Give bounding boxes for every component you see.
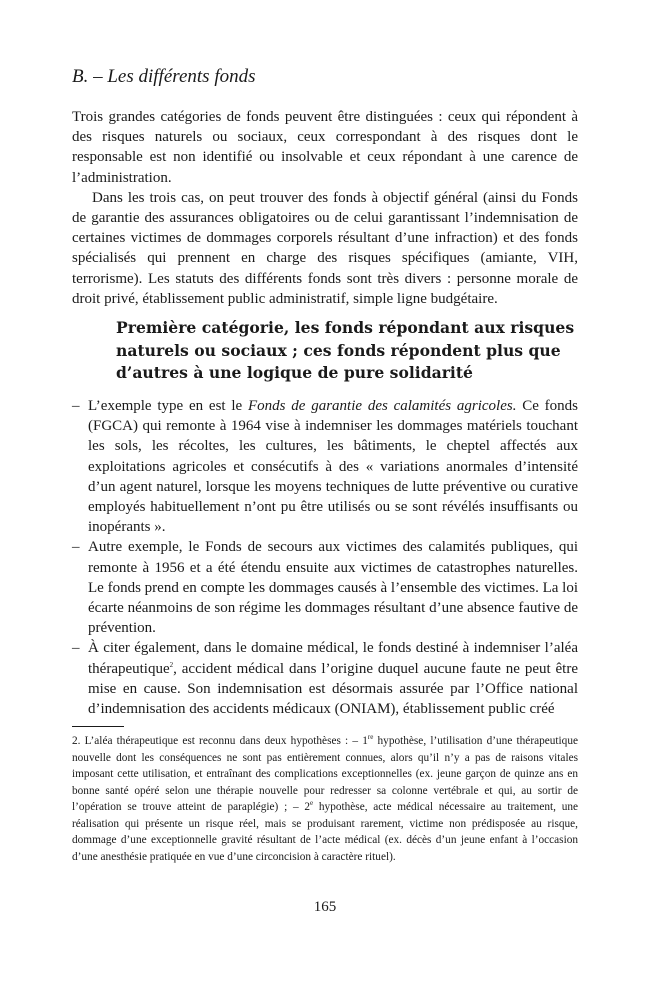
list-item	[72, 537, 578, 638]
examples-list	[72, 396, 578, 719]
item3-text-after: , accident médical dans l’origine duquel aucune faute ne peut être mise en cause. Son indemnisation est désormais assurée par l’Office national d’indemnisation des accidents médicaux (ONIAM), établissement public créé	[88, 660, 578, 718]
footnote-part-2: hypothèse, l’utilisation d’une thérapeutique nouvelle dont les conséquences ne sont pas entièrement connues, alors qu’il n’y a pas de raisons vitales imposant cette utilisation, et entraînant des complications exceptionnelles (ex. jeune garçon de quinze ans en bonne santé opéré selon une thérapie nouvelle pour redresser sa colonne vertébrale et qui, au sortir de l’opération se trouve atteint de paraplégie) ; – 2	[72, 735, 578, 813]
footnote-superscript-2: e	[310, 799, 314, 808]
footnote-separator	[72, 726, 124, 727]
item1-text-after: Ce fonds (FGCA) qui remonte à 1964 vise à indemniser les dommages matériels touchant les sols, les récoltes, les cultures, les bâtiments, le cheptel affectés aux exploitations agricoles et consécutifs à des « variations anormales d’intensité d’un agent naturel, lorsque les moyens techniques de lutte préventive ou curative employés habituellement n’ont pu être utilisés ou se sont révélés insuffisants ou inopérants ».	[88, 398, 579, 536]
list-dash: –	[72, 398, 80, 414]
item3-text-before: À citer également, dans le domaine médical, le fonds destiné à indemniser l’aléa thérapeutique	[88, 640, 578, 677]
item2-text: Autre exemple, le Fonds de secours aux victimes des calamités publiques, qui remonte à 1956 et a été étendu ensuite aux victimes de catastrophes naturelles. Le fonds prend en compte les dommages causés à l’ensemble des victimes. La loi écarte néanmoins de son régime les dommages résultant d’une absence fautive de prévention.	[88, 539, 578, 637]
page-number: 165	[313, 899, 337, 915]
item1-text-before: L’exemple type en est le	[88, 398, 248, 414]
list-dash: –	[72, 539, 80, 556]
section-heading: B. – Les différents fonds	[72, 66, 256, 87]
list-item	[72, 638, 578, 719]
intro-text	[72, 107, 578, 309]
category-title: Première catégorie, les fonds répondant aux risques naturels ou sociaux ; ces fonds répondent plus que d’autres à une logique de pure solidarité	[116, 318, 575, 382]
footnote	[72, 733, 578, 865]
footnote-part-1: 2. L’aléa thérapeutique est reconnu dans deux hypothèses : – 1	[72, 735, 368, 747]
intro-paragraph-1: Trois grandes catégories de fonds peuvent être distinguées : ceux qui répondent à des risques naturels ou sociaux, ceux correspondant à des risques dont le responsable est non identifié ou insolvable et ceux répondant à une carence de l’administration.	[72, 109, 578, 186]
footnote-reference[interactable]: 2	[169, 660, 174, 669]
footnote-part-3: hypothèse, acte médical nécessaire au traitement, une réalisation qui présente un risque réel, mais se produisant rarement, victime non prédisposée au risque, dommage d’une exceptionnelle gravité résultant de l’acte médical (ex. décès d’un jeune enfant à l’occasion d’une anesthésie pratiquée en vue d’une circoncision à caractère rituel).	[72, 801, 579, 863]
fund-name-emphasis: Fonds de garantie des calamités agricoles.	[247, 398, 517, 414]
footnote-superscript-1: re	[367, 733, 374, 742]
book-page	[72, 0, 578, 1007]
list-item	[72, 396, 578, 537]
intro-paragraph-2: Dans les trois cas, on peut trouver des fonds à objectif général (ainsi du Fonds de garantie des assurances obligatoires ou de celui garantissant l’indemnisation de certaines victimes de dommages corporels résultant d’une infraction) et des fonds spécialisés qui prennent en charge des risques spécifiques (amiante, VIH, terrorisme). Les statuts des différents fonds sont très divers : personne morale de droit privé, établissement public administratif, simple ligne budgétaire.	[72, 189, 578, 307]
list-dash: –	[72, 640, 80, 657]
